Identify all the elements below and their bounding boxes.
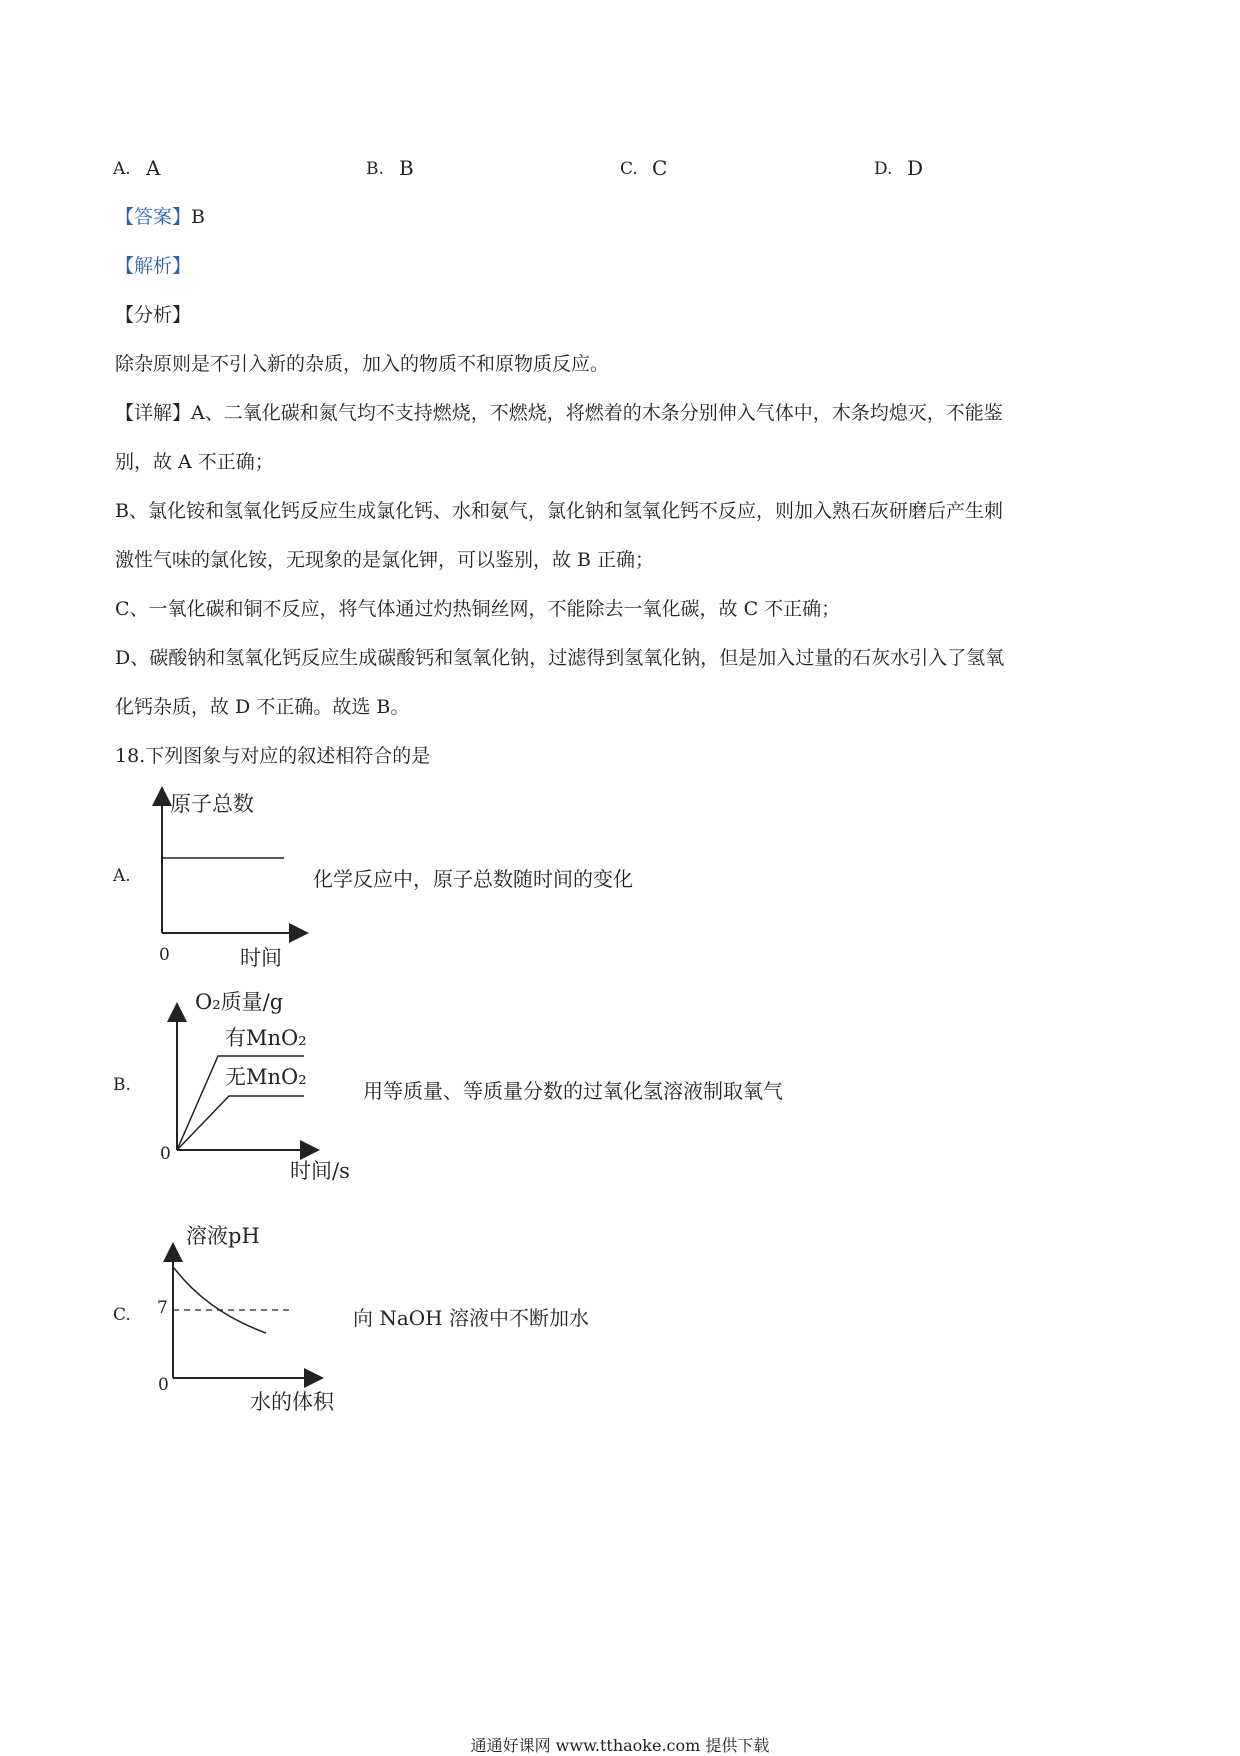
option-c-letter: C.: [620, 159, 638, 179]
option-b-value: B: [399, 156, 414, 180]
option-d-value: D: [907, 156, 924, 180]
detail-line-7: 化钙杂质，故 D 不正确。故选 B。: [115, 696, 410, 718]
graph-c-origin: 0: [158, 1375, 169, 1395]
graph-a-origin: 0: [159, 945, 170, 965]
fenxi-tag: 【分析】: [115, 304, 192, 326]
graph-c-ylabel: 溶液pH: [186, 1224, 260, 1248]
graph-b-letter: B.: [113, 1075, 131, 1095]
jiexi-tag: 【解析】: [115, 255, 192, 277]
graph-c-ph7-tick: 7: [157, 1298, 168, 1318]
graph-c-letter: C.: [113, 1305, 131, 1325]
graph-b-desc: 用等质量、等质量分数的过氧化氢溶液制取氧气: [363, 1079, 783, 1103]
graph-a-xlabel: 时间: [240, 946, 282, 970]
option-b-letter: B.: [366, 159, 384, 179]
option-a-letter: A.: [113, 159, 131, 179]
graph-a-desc: 化学反应中，原子总数随时间的变化: [313, 867, 633, 891]
question-18: 18.下列图象与对应的叙述相符合的是: [115, 745, 431, 767]
graph-b-origin: 0: [160, 1144, 171, 1164]
detail-line-4: 激性气味的氯化铵，无现象的是氯化钾，可以鉴别，故 B 正确；: [115, 549, 655, 571]
option-d-letter: D.: [874, 159, 893, 179]
graph-b-curve-without-mno2: [177, 1096, 304, 1150]
detail-line-3: B、氯化铵和氢氧化钙反应生成氯化钙、水和氨气，氯化钠和氢氧化钙不反应，则加入熟石灰研磨后产生刺: [115, 500, 1003, 522]
graph-c-curve: [174, 1268, 266, 1333]
graph-a-ylabel: 原子总数: [170, 792, 254, 816]
detail-text-1: A、二氧化碳和氮气均不支持燃烧，不燃烧，将燃着的木条分别伸入气体中，木条均熄灭，不能鉴: [191, 402, 1003, 424]
answer-tag: 【答案】: [115, 206, 192, 228]
graph-b-xlabel: 时间/s: [290, 1159, 350, 1183]
graph-c: [173, 1246, 320, 1378]
option-c-value: C: [652, 156, 668, 180]
graph-c-xlabel: 水的体积: [250, 1390, 334, 1414]
graph-b-ylabel: O₂质量/g: [195, 990, 284, 1014]
option-a-value: A: [146, 156, 161, 180]
detail-line-6: D、碳酸钠和氢氧化钙反应生成碳酸钙和氢氧化钠，过滤得到氢氧化钠，但是加入过量的石灰水引入了氢氧: [115, 647, 1005, 669]
graph-c-desc: 向 NaOH 溶液中不断加水: [353, 1306, 589, 1330]
graph-a-letter: A.: [113, 866, 131, 886]
detail-tag: 【详解】: [115, 402, 192, 424]
graph-b-series-without-mno2: 无MnO₂: [225, 1065, 307, 1089]
detail-line-2: 别，故 A 不正确；: [115, 451, 274, 473]
graph-b-series-with-mno2: 有MnO₂: [225, 1026, 307, 1050]
detail-line-5: C、一氧化碳和铜不反应，将气体通过灼热铜丝网，不能除去一氧化碳，故 C 不正确；: [115, 598, 841, 620]
answer-value: B: [191, 206, 205, 228]
fenxi-text: 除杂原则是不引入新的杂质，加入的物质不和原物质反应。: [115, 353, 610, 375]
page-footer: 通通好课网 www.tthaoke.com 提供下载: [470, 1736, 770, 1755]
